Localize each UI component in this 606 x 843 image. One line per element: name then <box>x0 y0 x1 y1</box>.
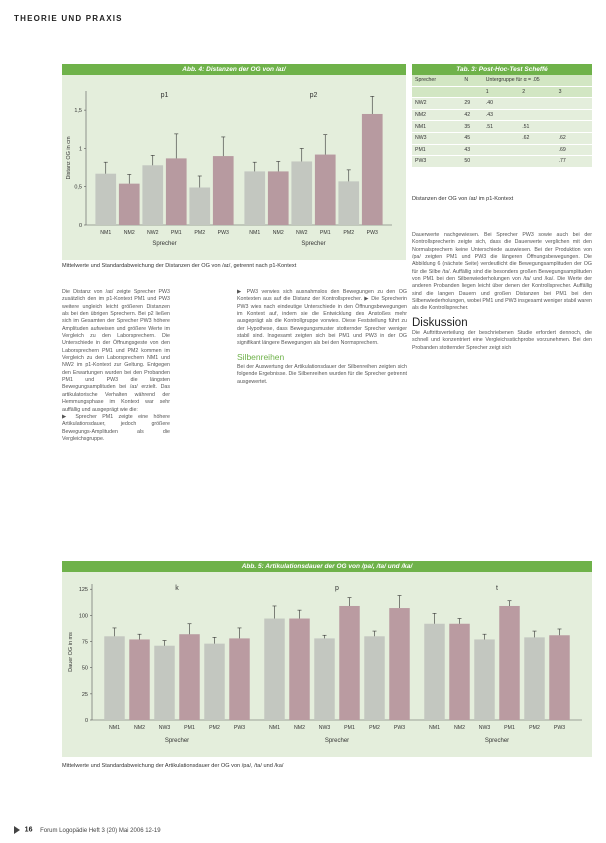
x-tick-label: NM1 <box>269 725 280 731</box>
x-tick-label: NM2 <box>134 725 145 731</box>
th-n: N <box>461 75 482 86</box>
fig4-chart <box>62 75 406 260</box>
bar <box>142 165 163 225</box>
x-tick-label: PM1 <box>504 725 515 731</box>
table3-title: Tab. 3: Post-Hoc-Test Scheffé <box>412 64 592 75</box>
x-tick-label: NM1 <box>249 230 261 236</box>
bar <box>364 636 385 720</box>
table-row: NW2 29 .40 <box>412 98 592 110</box>
x-tick-label: PM2 <box>209 725 220 731</box>
table-row: NM1 35 .51 .51 <box>412 121 592 133</box>
x-tick-label: PW3 <box>217 230 229 236</box>
y-tick-label: 0 <box>78 223 82 229</box>
x-tick-label: NM2 <box>294 725 305 731</box>
x-tick-label: NM1 <box>109 725 120 731</box>
bar <box>424 624 445 720</box>
group-label: t <box>496 585 498 592</box>
x-tick-label: NW2 <box>295 230 308 236</box>
x-tick-label: NW3 <box>478 725 491 731</box>
fig5-caption: Mittelwerte und Standardabweichung der Artikulationsdauer der OG von /pa/, /ta/ und /ka/ <box>62 763 284 769</box>
x-tick-label: PM2 <box>529 725 540 731</box>
x-group-label: Sprecher <box>324 738 350 744</box>
x-tick-label: NW2 <box>146 230 159 236</box>
bar <box>189 187 210 225</box>
bar <box>204 644 225 720</box>
y-tick-label: 1 <box>78 146 82 153</box>
triangle-icon <box>14 826 20 834</box>
table-row: PW3 50 .77 <box>412 156 592 168</box>
bar <box>338 181 359 225</box>
y-axis-label: Distanz OG in cm <box>66 136 72 180</box>
fig4-chart-area <box>62 75 406 260</box>
x-tick-label: PM1 <box>170 230 182 236</box>
th-sprecher: Sprecher <box>412 75 461 86</box>
x-tick-label: PM1 <box>319 230 331 236</box>
bar <box>499 606 520 720</box>
fig5-chart-area <box>62 572 592 757</box>
group-label: p <box>335 585 339 592</box>
bar <box>314 638 335 720</box>
x-tick-label: PW3 <box>366 230 378 236</box>
x-group-label: Sprecher <box>152 241 177 247</box>
bar <box>244 171 265 225</box>
bar <box>524 637 545 720</box>
bar <box>264 619 285 720</box>
group-label: p2 <box>309 92 318 99</box>
table-row: NM2 42 .43 <box>412 109 592 121</box>
bar <box>213 156 234 225</box>
bar <box>549 635 570 720</box>
x-tick-label: PM1 <box>184 725 195 731</box>
y-tick-label: 100 <box>78 613 88 620</box>
bar <box>154 646 175 720</box>
fig5-title: Abb. 5: Artikulationsdauer der OG von /pa/, /ta/ und /ka/ <box>62 561 592 572</box>
x-group-label: Sprecher <box>484 738 510 744</box>
text-column-1: Die Distanz von /aɪ/ zeigte Sprecher PW3 zusätzlich den im p1-Kontext PM1 und PW3 weitere ungleich leicht größeren Distanzen als bei den übrigen Sprechern. Bei p2 ließen sich im Gesamten der Sprecher PW3 höhere Amplituden aufweisen und größere Werte im Vergleich zu den Laborsprechern. Die Unterschiede in der Öffnungsgeste von den Laborsprechern PM1 und PM2 kommen im Vergleich zu den Laborsprechern NM1 und NW2 im p1-Kontext zur Geltung. Entgegen den Erwartungen wurden bei den Probanden PM1 und PW3 die längsten Bewegungsamplituden bei /aɪ/ erzielt. Das artikulatorische Verhalten während der Hemmungsphase im Kontext war sehr auffällig und ausgeprägt wie die: ▶ Sprecher PM1 zeigte eine höhere Artikulationsdauer, jedoch größere Bewegungs-Amplituden als die Vergleichsgruppe. <box>62 289 170 442</box>
x-tick-label: PM2 <box>194 230 206 236</box>
y-axis-label: Dauer OG in ms <box>68 632 74 672</box>
bar <box>389 608 410 720</box>
x-tick-label: NW3 <box>318 725 331 731</box>
x-tick-label: NM1 <box>100 230 112 236</box>
y-tick-label: 25 <box>81 691 88 698</box>
th-untergruppe: Untergruppe für α = .05 <box>483 75 592 86</box>
th-sub3: 3 <box>556 86 592 98</box>
bar <box>119 184 140 225</box>
fig5-chart <box>62 572 592 757</box>
bar <box>339 606 360 720</box>
group-label: k <box>175 585 179 592</box>
y-tick-label: 1,5 <box>74 108 82 115</box>
heading-diskussion: Diskussion <box>412 316 468 329</box>
bar <box>315 155 336 225</box>
fig4-caption: Mittelwerte und Standardabweichung der Distanzen der OG von /aɪ/, getrennt nach p1-Kontext <box>62 263 297 269</box>
footer <box>14 826 161 834</box>
text-column-3: Dauerwerte nachgewiesen. Bei Sprecher PW3 sowie auch bei der Kontrollsprecherin zeigte sich, dass die Dauerwerte verglichen mit den Normalsprechern keine Unterschiede auswiesen. Bei der Produktion von /pa/ zeigten PM1 und PW3 die längeren Öffnungsbewegungen. Die Abbildung 6 (nächste Seite) verdeutlicht die Bewegungsamplituden der OG für die Silbe /ta/. Auffällig sind die besonders großen Bewegungsamplituden von PM1 bei den Silbenwiederholungen von /ta/ und /ka/. Die Werte der anderen Probanden liegen leicht über denen der Kontrollsprecher. Auffällig sind die langen Dauern und großen Distanzen bei PM1 bei den Silbenwiederholungen, wobei PM1 und PW3 insgesamt weniger stabil waren als die Kontrollsprecher. Diskussion Die Auftrittsverteilung der beschriebenen Studie erfordert dennoch, die schnell und konzentriert eine Vergleichsstichprobe vorzunehmen. Bei den Probanden stotternder Sprecher zeigt sich <box>412 232 592 351</box>
x-tick-label: PW3 <box>553 725 566 731</box>
bar <box>289 619 310 720</box>
y-tick-label: 125 <box>78 587 88 594</box>
x-tick-label: PW3 <box>233 725 246 731</box>
bar <box>104 636 125 720</box>
bar <box>166 158 187 225</box>
bar <box>95 174 116 225</box>
x-tick-label: PW3 <box>393 725 406 731</box>
bar <box>474 639 495 720</box>
table3 <box>412 75 592 168</box>
x-tick-label: PM1 <box>344 725 355 731</box>
fig4-title: Abb. 4: Distanzen der OG von /aɪ/ <box>62 64 406 75</box>
text-column-2: ▶ PW3 verwies sich ausnahmslos den Bewegungen zu den OG Kontexten aus auf die Distanz der Kontrollsprecher. ▶ Die Sprecherin PW3 wies nach eindeutige Unterschiede in den Öffnungsbewegungen im Kontext auf, indem sie die Entwicklung des Anstoßes mehr ausgeprägt als die Kontrollgruppe vorwies. Diese Feststellung führt zu der Hypothese, dass Bewegungsmuster stotternder Sprecher weniger stabil sind. Insgesamt zeigten sich bei PM1 und PW3 in der OG signifikant längere Bewegungen als bei den Normsprechern. Silbenreihen Bei der Auswertung der Artikulationsdauer der Silbenreihen zeigten sich folgende Ergebnisse. Die Silbenreihen wurden für die Sprecher getrennt ausgewertet. <box>237 289 407 385</box>
page-number: 16 <box>24 826 33 834</box>
table3-caption: Distanzen der OG von /aɪ/ im p1-Kontext <box>412 196 514 202</box>
bar <box>179 634 200 720</box>
bar <box>129 639 150 720</box>
group-label: p1 <box>160 92 169 99</box>
x-tick-label: NM2 <box>123 230 135 236</box>
table-row: NW3 45 .62 .62 <box>412 132 592 144</box>
x-tick-label: NM2 <box>272 230 284 236</box>
x-tick-label: PM2 <box>369 725 380 731</box>
x-group-label: Sprecher <box>164 738 190 744</box>
y-tick-label: 0,5 <box>74 184 82 191</box>
x-tick-label: NM2 <box>454 725 465 731</box>
y-tick-label: 0 <box>84 718 88 724</box>
y-tick-label: 50 <box>81 665 88 672</box>
table-row: PM1 43 .69 <box>412 144 592 156</box>
x-tick-label: NM1 <box>429 725 440 731</box>
y-tick-label: 75 <box>81 639 88 646</box>
bar <box>268 171 289 225</box>
th-sub2: 2 <box>519 86 555 98</box>
bar <box>229 638 250 720</box>
bar <box>449 624 470 720</box>
journal-info: Forum Logopädie Heft 3 (20) Mai 2006 12-19 <box>40 827 161 834</box>
x-group-label: Sprecher <box>301 241 326 247</box>
x-tick-label: PM2 <box>343 230 355 236</box>
x-tick-label: NW3 <box>158 725 171 731</box>
bar <box>291 161 312 225</box>
section-header: THEORIE UND PRAXIS <box>14 14 123 23</box>
bar <box>362 114 383 225</box>
th-sub1: 1 <box>483 86 519 98</box>
heading-silbenreihen: Silbenreihen <box>237 351 285 362</box>
